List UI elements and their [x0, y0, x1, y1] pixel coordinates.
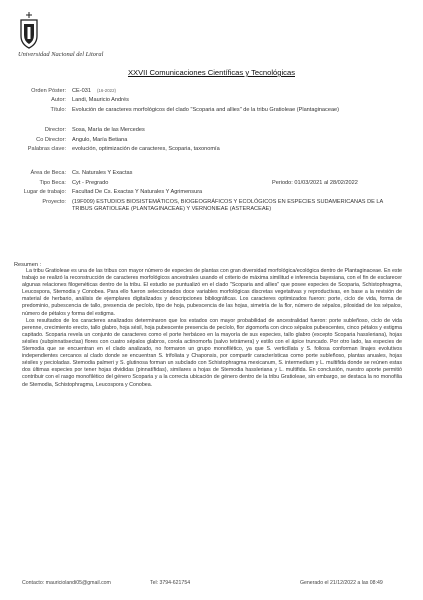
lugar-trabajo-value: Facultad De Cs. Exactas Y Naturales Y Agrimensura: [72, 189, 203, 195]
autor-value: Landi, Mauricio Andrés: [72, 97, 129, 103]
resumen-label: Resumen :: [14, 262, 42, 268]
codirector-value: Angulo, María Betiana: [72, 137, 128, 143]
footer-tel: Tel: 3794-621754: [150, 580, 191, 586]
palabras-clave-label: Palabras clave:: [27, 146, 66, 152]
footer-generated: Generado el 21/12/2022 a las 08:49: [300, 580, 383, 586]
director-value: Sosa, María de las Mercedes: [72, 127, 145, 133]
event-title: XXVII Comunicaciones Científicas y Tecnológicas: [127, 68, 295, 77]
orden-poster-value: CE-031 (16-2022): [72, 88, 117, 94]
lugar-trabajo-label: Lugar de trabajo:: [23, 189, 66, 195]
orden-poster-code: (16-2022): [96, 88, 117, 93]
resumen-body: [22, 268, 402, 389]
palabras-clave-value: evolución, optimización de caracteres, Scoparia, taxonomía: [72, 146, 220, 152]
area-beca-label: Área de Beca:: [30, 170, 66, 176]
resumen-paragraph-2: Los resultados de los caracteres analizados determinaron que los estados con mayor probabilidad de ancestralidad fueron: porte subleñoso, ciclo de vida perenne, crecimiento erecto, tallo glabro, hoja sésil, hoja pubescente presencia de pecíolo, flor zigomorfa con cinco sépalos pubescentes, cinco pétalos y estigma capitado. Scoparia revela un conjunto de caracteres como el porte herbáceo en la mayoría de sus especies, tallo glabro (excepto Scoparia hassleriana), hojas sésiles (subpinnatisectas) flores con cuatro sépalos glabros, corola actinomorfa (salvo tetrámera) y estilo con el ápice truncado. Por otro lado, las especies de Stemodia que se encuentran en el clado analizado, no formaron un grupo monofilético, ya que S. verticillata y S. foliosa conforman linajes evolutivos independientes cercanos al clado donde se encuentran S. trifoliata y Chaponsis, por compartir características como porte subleñoso, plantas anuales, hojas sésiles y pecioladas. Stemodia palmeri y S. glutinosa forman un subclado con Schistophragma mexicanum, S. intermedium y L. multifida donde se reúnen estas dos últimas especies por tener hojas divididas (pinnatífidas), similares a hojas de Stemodia hassleriana y L. multifida. En conclusión, nuestro aporte permitió contribuir con el rasgo monofilético del género Scoparia y a la correcta ubicación de género dentro de la tribu Gratioleae, sin embargo, se destaca la no monofilia de Stemodia, Schistophragma, Leucospora y Conobea.: [22, 317, 402, 388]
footer-contact: Contacto: mauriciolandi05@gmail.com: [22, 580, 111, 586]
titulo-value: Evolución de caracteres morfológicos del clado "Scoparia and allies" de la tribu Gratioleae (Plantaginaceae): [72, 107, 340, 113]
autor-label: Autor:: [51, 97, 66, 103]
resumen-paragraph-1: La tribu Gratioleae es una de las tribus con mayor número de especies de plantas con gran diversidad morfológica/ecológica dentro de Plantaginaceae. En este trabajo se realizó la reconstrucción de caracteres morfológicos ancestrales usando el criterio de máxima similitud e inferencia bayesiana, con el fin de esclarecer algunas relaciones filogenéticas dentro de la tribu. El estudio se puntualizó en el clado "Scoparia and allies" que posee especies de Scoparia, Schistophragma, Leucospora, Stemodia y Conobea. Para ello fueron seleccionados doce variables morfológicas discretas vegetativas y reproductivas, en base a la revisión de material de herbario, análisis de ejemplares digitalizados y descripciones bibliográficas. Los caracteres optimizados fueron: porte, ciclo de vida, forma de predominio, pubescencia de tallo, presencia de pecíolo, tipo de hoja, pubescencia de las hojas, simetría de la flor, número de sépalos, pilosidad de los sépalos, número de pétalos y forma del estigma.: [22, 268, 402, 317]
orden-poster-label: Orden Póster:: [31, 88, 66, 94]
university-crest-icon: [18, 10, 40, 50]
proyecto-value: (19F009) ESTUDIOS BIOSISTEMÁTICOS, BIOGEOGRÁFICOS Y ECOLÓGICOS EN ESPECIES SUDAMERICANAS DE LA TRIBUS GRATIOLEAE (PLANTAGINACEAE) Y VERNONIEAE (ASTERACEAE): [72, 199, 383, 212]
periodo-value: Periodo: 01/03/2021 al 28/02/2022: [272, 180, 358, 186]
tipo-beca-label: Tipo Beca:: [39, 180, 66, 186]
director-label: Director:: [44, 127, 66, 133]
codirector-label: Co Director:: [36, 137, 66, 143]
tipo-beca-value: Cyt - Pregrado: [72, 180, 109, 186]
titulo-label: Título:: [50, 107, 66, 113]
area-beca-value: Cs. Naturales Y Exactas: [72, 170, 133, 176]
university-name: Universidad Nacional del Litoral: [18, 51, 104, 58]
proyecto-label: Proyecto:: [42, 199, 66, 205]
